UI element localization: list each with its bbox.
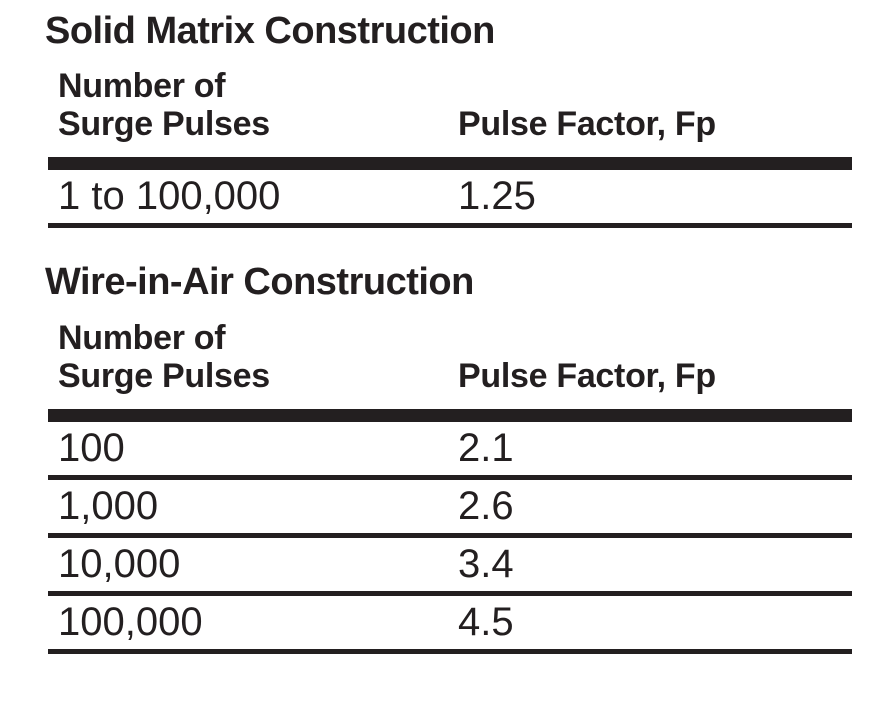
table-header-row <box>48 319 852 395</box>
solid-matrix-table <box>48 67 852 228</box>
section-title-solid-matrix: Solid Matrix Construction <box>45 10 495 52</box>
solid-matrix-section <box>45 9 893 228</box>
column-header-pulse-factor: Pulse Factor, Fp <box>458 357 716 395</box>
column-header-line2: Surge Pulses <box>58 105 270 143</box>
cell-pulse-factor: 2.1 <box>458 426 514 470</box>
cell-pulse-factor: 1.25 <box>458 174 536 218</box>
column-header-line1: Number of <box>58 319 226 357</box>
cell-pulse-factor: 4.5 <box>458 600 514 644</box>
cell-surge-pulses: 100 <box>58 426 125 470</box>
cell-surge-pulses: 1 to 100,000 <box>58 174 281 218</box>
column-header-pulse-factor: Pulse Factor, Fp <box>458 105 716 143</box>
column-header-line2: Surge Pulses <box>58 357 270 395</box>
table-header-row <box>48 67 852 143</box>
wire-in-air-table <box>48 319 852 654</box>
column-header-surge-pulses <box>48 319 458 395</box>
table-header-rule <box>48 409 852 422</box>
table-row <box>48 538 852 591</box>
table-header-rule <box>48 157 852 170</box>
table-row <box>48 480 852 533</box>
table-row-rule <box>48 223 852 228</box>
section-title-wire-in-air: Wire-in-Air Construction <box>45 261 474 303</box>
table-row-rule <box>48 649 852 654</box>
cell-surge-pulses: 1,000 <box>58 484 159 528</box>
column-header-surge-pulses <box>48 67 458 143</box>
column-header-line1: Number of <box>58 67 226 105</box>
cell-surge-pulses: 100,000 <box>58 600 203 644</box>
wire-in-air-section <box>45 260 893 654</box>
cell-pulse-factor: 2.6 <box>458 484 514 528</box>
cell-pulse-factor: 3.4 <box>458 542 514 586</box>
cell-surge-pulses: 10,000 <box>58 542 181 586</box>
table-row <box>48 596 852 649</box>
table-row <box>48 422 852 475</box>
table-row <box>48 170 852 223</box>
